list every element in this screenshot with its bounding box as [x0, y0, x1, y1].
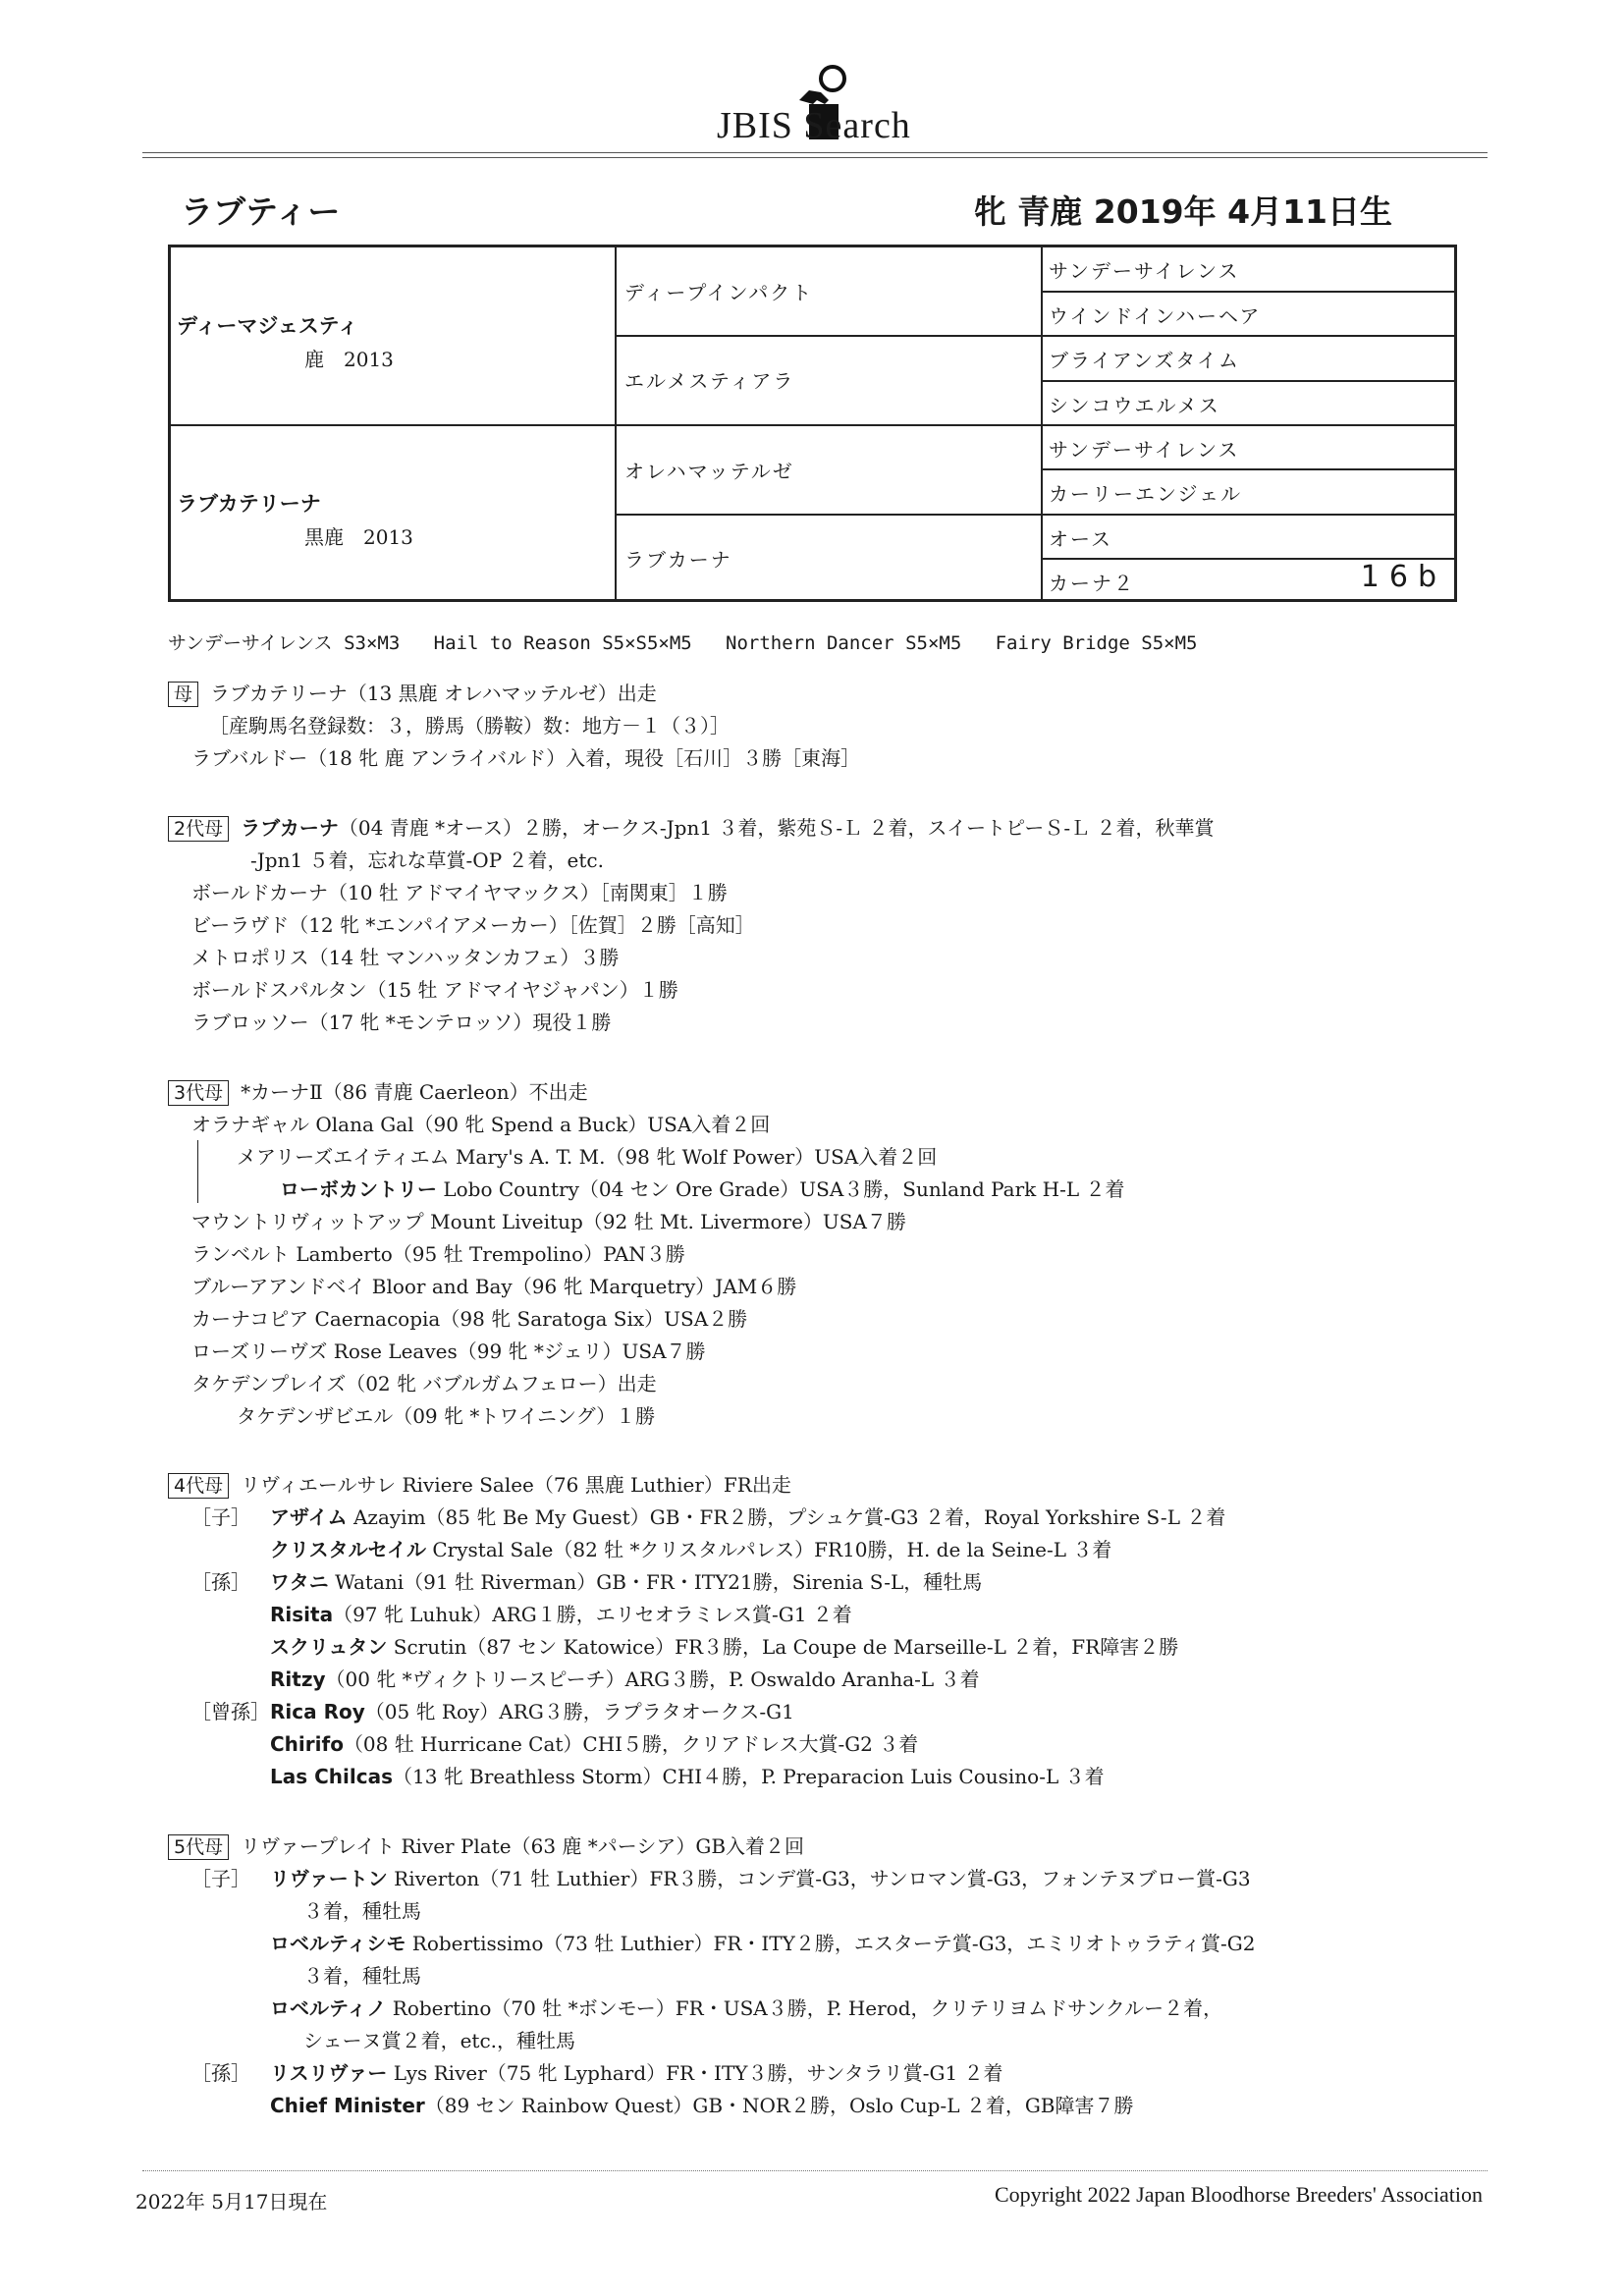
gen5-row-3-rest: Robertino（70 牡 *ボンモー）FR・USA３勝，P. Herod，クリテリヨムドサンクルー２着， [386, 1996, 1223, 2020]
gen5-head: リヴァープレイト River Plate（63 鹿 *パーシア）GB入着２回 [241, 1834, 805, 1858]
gen4-row-5-rest: Scrutin（87 セン Katowice）FR３勝，La Coupe de Marseille-L ２着，FR障害２勝 [387, 1635, 1179, 1659]
gen2-dam-sire: オレハマッテルゼ [624, 460, 794, 483]
gen3-greatgrand-name: ローボカントリー [280, 1177, 437, 1201]
pedigree-table [168, 245, 1457, 602]
dam-foal-1: ラブバルドー（18 牝 鹿 アンライバルド）入着，現役［石川］３勝［東海］ [191, 746, 861, 770]
gen5-row-4-gen: ［孫］ [191, 2061, 250, 2085]
gen2-dam-dam: ラブカーナ [624, 548, 732, 572]
dam-head: ラブカテリーナ（13 黒鹿 オレハマッテルゼ）出走 [210, 682, 657, 705]
gen4-row-1-name: アザイム [270, 1505, 348, 1529]
gen3-foal-6: ローズリーヴズ Rose Leaves（99 牝 *ジェリ）USA７勝 [191, 1339, 706, 1363]
gen3-2: ウインドインハーヘア [1049, 304, 1262, 328]
jbis-search-logo [707, 61, 962, 151]
sire-cell [177, 310, 609, 372]
gen4-row-3-gen: ［孫］ [191, 1570, 250, 1594]
horse-info: 牝 青鹿 2019年 4月11日生 [973, 192, 1392, 231]
dam-section [168, 678, 1474, 775]
gen5-row-2-name: ロベルティシモ [270, 1932, 406, 1955]
gen3-tag: 3代母 [168, 1080, 229, 1106]
gen2-foal-1: ボールドカーナ（10 牡 アドマイヤマックス）［南関東］１勝 [191, 881, 728, 904]
gen5-section [168, 1831, 1474, 2122]
gen5-row-3-cont: シェーヌ賞２着，etc.，種牡馬 [303, 2029, 576, 2052]
gen5-tag: 5代母 [168, 1834, 229, 1860]
gen3-foal-3: ランベルト Lamberto（95 牡 Trempolino）PAN３勝 [191, 1242, 685, 1266]
gen5-row-2-rest: Robertissimo（73 牡 Luthier）FR・ITY２勝，エスターテ賞-G3，エミリオトゥラティ賞-G2 [406, 1932, 1256, 1955]
gen4-row-7-rest: （05 牝 Roy）ARG３勝，ラプラタオークス-G1 [364, 1700, 794, 1723]
gen2-tag: 2代母 [168, 816, 229, 842]
gen2-section [168, 812, 1474, 1039]
gen3-5: サンデーサイレンス [1049, 438, 1240, 462]
gen4-row-6-name: Ritzy [270, 1667, 326, 1691]
gen3-8: カーナ２ [1049, 572, 1135, 595]
gen2-head-rest: （04 青鹿 *オース）２勝，オークス-Jpn1 ３着，紫苑Ｓ-Ｌ ２着，スイートピーＳ-Ｌ ２着，秋華賞 [338, 816, 1215, 840]
gen4-row-5-name: スクリュタン [270, 1635, 388, 1659]
gen5-row-1-gen: ［子］ [191, 1867, 250, 1890]
gen2-foal-4: ボールドスパルタン（15 牡 アドマイヤジャパン）１勝 [191, 978, 678, 1002]
gen5-row-5-name: Chief Minister [270, 2094, 425, 2117]
gen4-row-9-rest: （13 牝 Breathless Storm）CHI４勝，P. Preparacion Luis Cousino-L ３着 [393, 1765, 1105, 1788]
gen3-foal-1: オラナギャル Olana Gal（90 牝 Spend a Buck）USA入着２回 [191, 1113, 771, 1136]
gen3-grandfoal-1: メアリーズエイティエム Mary's A. T. M.（98 牝 Wolf Power）USA入着２回 [237, 1145, 938, 1169]
header-rule [142, 152, 1488, 153]
gen3-head: *カーナⅡ（86 青鹿 Caerleon）不出走 [241, 1080, 588, 1104]
gen4-row-2-name: クリスタルセイル [270, 1538, 426, 1561]
gen4-section [168, 1469, 1474, 1793]
gen4-row-4-rest: （97 牝 Luhuk）ARG１勝，エリセオラミレス賞-G1 ２着 [333, 1603, 852, 1626]
gen5-row-1-rest: Riverton（71 牡 Luthier）FR３勝，コンデ賞-G3，サンロマン賞-G3，フォンテヌブロー賞-G3 [387, 1867, 1251, 1890]
dam-cell [177, 488, 609, 550]
family-number: 16b [1360, 560, 1446, 594]
gen4-row-8-name: Chirifo [270, 1732, 344, 1756]
gen3-section [168, 1076, 1474, 1433]
gen2-sire-dam: エルメスティアラ [624, 369, 795, 393]
gen4-tag: 4代母 [168, 1473, 229, 1499]
gen5-row-5-rest: （89 セン Rainbow Quest）GB・NOR２勝，Oslo Cup-L ２着，GB障害７勝 [424, 2094, 1134, 2117]
dam-tag: 母 [168, 682, 198, 707]
gen4-row-7-gen: ［曾孫］ [191, 1700, 270, 1723]
gen4-row-3-rest: Watani（91 牡 Riverman）GB・FR・ITY21勝，Sirenia S-L，種牡馬 [328, 1570, 983, 1594]
gen4-row-4-name: Risita [270, 1603, 334, 1626]
gen5-row-1-name: リヴァートン [270, 1867, 388, 1890]
dam-stats: ［産駒馬名登録数：３，勝馬（勝鞍）数：地方－１（３）］ [209, 714, 730, 738]
gen3-foal-2: マウントリヴィットアップ Mount Liveitup（92 牡 Mt. Livermore）USA７勝 [191, 1210, 906, 1233]
gen2-sire-sire: ディープインパクト [624, 281, 814, 304]
dam-name: ラブカテリーナ [177, 492, 321, 516]
gen2-head-name: ラブカーナ [241, 816, 339, 840]
gen3-greatgrand-rest: Lobo Country（04 セン Ore Grade）USA３勝，Sunland Park H-L ２着 [437, 1177, 1125, 1201]
gen5-row-4-rest: Lys River（75 牝 Lyphard）FR・ITY３勝，サンタラリ賞-G1 ２着 [387, 2061, 1003, 2085]
gen5-row-3-name: ロベルティノ [270, 1996, 387, 2020]
gen5-row-2-cont: ３着，種牡馬 [303, 1964, 421, 1988]
sire-sub: 鹿 2013 [304, 348, 394, 371]
gen5-row-1-cont: ３着，種牡馬 [303, 1899, 421, 1923]
footer-copyright: Copyright 2022 Japan Bloodhorse Breeders' Association [994, 2182, 1483, 2207]
gen4-row-3-name: ワタニ [270, 1570, 329, 1594]
gen4-row-1-rest: Azayim（85 牝 Be My Guest）GB・FR２勝，プシュケ賞-G3 ２着，Royal Yorkshire S-L ２着 [347, 1505, 1226, 1529]
logo-text: JBIS Search [717, 105, 911, 146]
dam-sub: 黒鹿 2013 [304, 525, 413, 549]
horse-name: ラブティー [181, 192, 341, 231]
gen2-head-cont: -Jpn1 ５着，忘れな草賞-OP ２着，etc. [250, 848, 604, 872]
gen4-row-9-name: Las Chilcas [270, 1765, 393, 1788]
gen3-3: ブライアンズタイム [1049, 349, 1240, 372]
sire-name: ディーマジェスティ [177, 314, 358, 338]
footer-date: 2022年 5月17日現在 [135, 2190, 328, 2214]
gen4-row-6-rest: （00 牝 *ヴィクトリースピーチ）ARG３勝，P. Oswaldo Aranha-L ３着 [325, 1667, 980, 1691]
gen4-row-7-name: Rica Roy [270, 1700, 365, 1723]
gen3-6: カーリーエンジェル [1049, 482, 1243, 506]
gen3-4: シンコウエルメス [1049, 394, 1220, 417]
gen5-row-4-name: リスリヴァー [270, 2061, 388, 2085]
inbreeding-line: サンデーサイレンス S3×M3 Hail to Reason S5×S5×M5 Northern Dancer S5×M5 Fairy Bridge S5×M5 [168, 632, 1198, 654]
gen3-7: オース [1049, 527, 1112, 551]
gen4-head: リヴィエールサレ Riviere Salee（76 黒鹿 Luthier）FR出走 [241, 1473, 791, 1497]
gen2-foal-2: ビーラヴド（12 牝 *エンパイアメーカー）［佐賀］２勝［高知］ [191, 913, 755, 937]
gen4-row-8-rest: （08 牡 Hurricane Cat）CHI５勝，クリアドレス大賞-G2 ３着 [343, 1732, 919, 1756]
gen3-foal-4: ブルーアアンドベイ Bloor and Bay（96 牝 Marquetry）JAM６勝 [191, 1275, 797, 1298]
gen2-foal-5: ラブロッソー（17 牝 *モンテロッソ）現役１勝 [191, 1011, 612, 1034]
footer-rule [142, 2170, 1488, 2171]
gen4-row-2-rest: Crystal Sale（82 牡 *クリスタルパレス）FR10勝，H. de la Seine-L ３着 [426, 1538, 1112, 1561]
gen3-1: サンデーサイレンス [1049, 259, 1240, 283]
gen4-row-1-gen: ［子］ [191, 1505, 250, 1529]
gen3-foal-5: カーナコピア Caernacopia（98 牝 Saratoga Six）USA２勝 [191, 1307, 748, 1331]
gen3-foal-7: タケデンプレイズ（02 牝 バブルガムフェロー）出走 [191, 1372, 657, 1395]
gen2-foal-3: メトロポリス（14 牡 マンハッタンカフェ）３勝 [191, 946, 620, 969]
gen3-grandfoal-2: タケデンザビエル（09 牝 *トワイニング）１勝 [237, 1404, 656, 1428]
header-rule-2 [142, 157, 1488, 158]
